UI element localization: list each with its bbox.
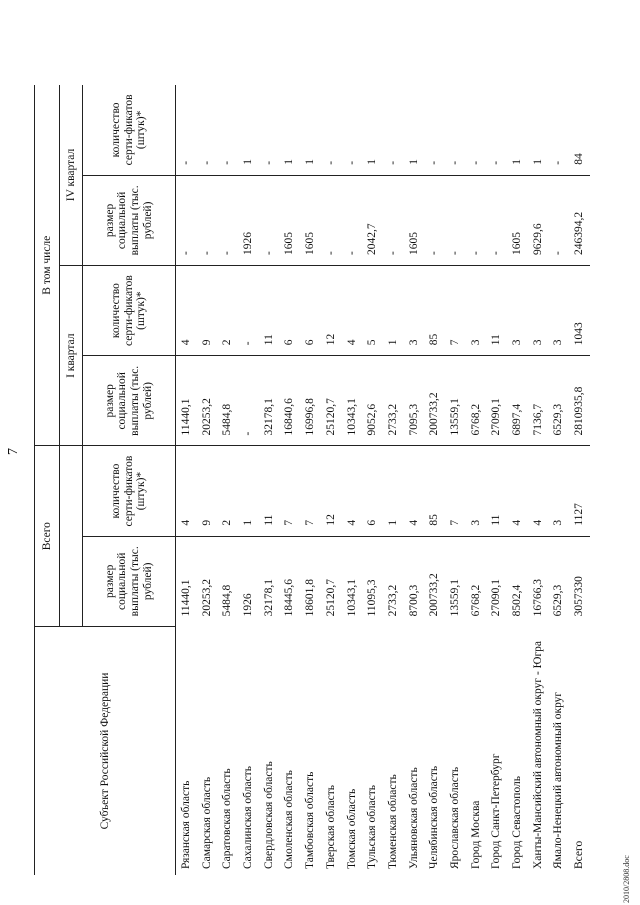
subject-cell: Рязанская область: [180, 780, 193, 869]
table-row: [466, 85, 487, 875]
total-amount-cell: 18601,8: [304, 579, 317, 617]
document-id: 2010/2808.doc: [622, 855, 631, 903]
total-count-cell: 3: [548, 446, 569, 536]
table-row: [486, 85, 507, 875]
q4-count-cell: 84: [569, 85, 590, 175]
header-q1-amount: размер социальной выплаты (тыс. рублей): [83, 356, 176, 446]
q1-count-cell: 9: [197, 266, 218, 356]
subject-cell: Самарская область: [200, 776, 213, 869]
q4-count-cell: 1: [404, 85, 425, 175]
subsidy-table: [34, 85, 590, 875]
q1-count-cell: 2: [217, 266, 238, 356]
q1-amount-cell: 6529,3: [548, 356, 569, 446]
q1-amount-cell: 13559,1: [445, 356, 466, 446]
total-count-cell: 1: [238, 446, 259, 536]
total-amount-cell: 25120,7: [324, 579, 337, 617]
q1-amount-cell: 7136,7: [528, 356, 549, 446]
header-q4-count: количество серти-фикатов (штук)*: [83, 85, 176, 175]
total-amount-cell: 2733,2: [386, 584, 399, 617]
total-count-cell: 12: [321, 446, 342, 536]
q1-amount-cell: 6768,2: [466, 356, 487, 446]
table-row: [383, 85, 404, 875]
total-amount-cell: 8700,3: [407, 584, 420, 617]
table-row: [569, 85, 590, 875]
header-including: В том числе: [35, 85, 60, 446]
subject-cell: Свердловская область: [262, 761, 275, 869]
q4-count-cell: -: [486, 85, 507, 175]
q4-amount-cell: 1605: [300, 175, 321, 265]
q4-amount-cell: -: [486, 175, 507, 265]
table-row: [362, 85, 383, 875]
total-count-cell: 4: [342, 446, 363, 536]
subject-cell: Смоленская область: [283, 770, 296, 869]
subject-cell: Томская область: [345, 788, 358, 869]
table-body: [176, 85, 590, 875]
q1-count-cell: 1: [383, 266, 404, 356]
q4-count-cell: -: [217, 85, 238, 175]
table-row: [321, 85, 342, 875]
total-count-cell: 6: [362, 446, 383, 536]
q4-count-cell: 1: [300, 85, 321, 175]
q4-count-cell: -: [259, 85, 280, 175]
q4-amount-cell: -: [321, 175, 342, 265]
q4-amount-cell: -: [424, 175, 445, 265]
subject-cell: Всего: [573, 840, 586, 869]
header-q1: I квартал: [60, 266, 83, 446]
q1-amount-cell: 2810935,8: [569, 356, 590, 446]
q1-amount-cell: 16996,8: [300, 356, 321, 446]
table-row: [528, 85, 549, 875]
subject-cell: Ханты-Мансийский автономный округ - Югра: [531, 640, 544, 869]
header-total: Всего: [35, 446, 60, 626]
q4-amount-cell: -: [445, 175, 466, 265]
q4-amount-cell: 1926: [238, 175, 259, 265]
q4-amount-cell: -: [548, 175, 569, 265]
q1-amount-cell: 11440,1: [176, 356, 197, 446]
header-subject: Субъект Российской Федерации: [35, 626, 176, 875]
total-count-cell: 1127: [569, 446, 590, 536]
subject-cell: Тамбовская область: [304, 771, 317, 869]
header-total-amount: размер социальной выплаты (тыс. рублей): [83, 536, 176, 626]
subject-cell: Сахалинская область: [242, 766, 255, 869]
q4-amount-cell: 1605: [279, 175, 300, 265]
q4-count-cell: 1: [507, 85, 528, 175]
table-row: [424, 85, 445, 875]
q1-count-cell: 5: [362, 266, 383, 356]
total-amount-cell: 32178,1: [262, 579, 275, 617]
total-amount-cell: 27090,1: [490, 579, 503, 617]
total-amount-cell: 6529,3: [552, 584, 565, 617]
q1-count-cell: 4: [176, 266, 197, 356]
table-row: [217, 85, 238, 875]
subject-cell: Город Севастополь: [511, 775, 524, 869]
total-amount-cell: 13559,1: [448, 579, 461, 617]
subject-cell: Саратовская область: [221, 768, 234, 869]
subject-cell: Город Санкт-Петербург: [490, 753, 503, 869]
q1-count-cell: 7: [445, 266, 466, 356]
header-total-blank: [60, 446, 83, 626]
total-amount-cell: 8502,4: [511, 584, 524, 617]
q4-amount-cell: 1605: [507, 175, 528, 265]
subject-cell: Челябинская область: [428, 765, 441, 869]
total-count-cell: 4: [176, 446, 197, 536]
subject-cell: Ярославская область: [448, 766, 461, 869]
q4-count-cell: -: [321, 85, 342, 175]
q1-amount-cell: 10343,1: [342, 356, 363, 446]
q1-amount-cell: 16840,6: [279, 356, 300, 446]
q4-amount-cell: 246394,2: [569, 175, 590, 265]
q1-count-cell: 85: [424, 266, 445, 356]
q1-count-cell: 6: [300, 266, 321, 356]
q1-amount-cell: 200733,2: [424, 356, 445, 446]
q1-count-cell: 3: [548, 266, 569, 356]
q4-amount-cell: -: [383, 175, 404, 265]
table-row: [548, 85, 569, 875]
total-count-cell: 7: [445, 446, 466, 536]
total-amount-cell: 11440,1: [180, 579, 193, 617]
page-number: 7: [6, 448, 21, 455]
q1-amount-cell: 32178,1: [259, 356, 280, 446]
q4-amount-cell: -: [197, 175, 218, 265]
q1-amount-cell: 6897,4: [507, 356, 528, 446]
table-row: [445, 85, 466, 875]
total-amount-cell: 18445,6: [283, 579, 296, 617]
q1-amount-cell: 20253,2: [197, 356, 218, 446]
q1-amount-cell: 27090,1: [486, 356, 507, 446]
total-amount-cell: 6768,2: [469, 584, 482, 617]
subject-cell: Ульяновская область: [407, 767, 420, 869]
q1-amount-cell: 25120,7: [321, 356, 342, 446]
q4-amount-cell: 1605: [404, 175, 425, 265]
total-count-cell: 85: [424, 446, 445, 536]
table-row: [300, 85, 321, 875]
q4-amount-cell: -: [259, 175, 280, 265]
q4-count-cell: 1: [528, 85, 549, 175]
q1-count-cell: -: [238, 266, 259, 356]
table-row: [279, 85, 300, 875]
q4-count-cell: 1: [279, 85, 300, 175]
q1-amount-cell: -: [238, 356, 259, 446]
total-count-cell: 4: [507, 446, 528, 536]
subject-cell: Тюменская область: [386, 774, 399, 869]
q4-count-cell: -: [466, 85, 487, 175]
table-row: [197, 85, 218, 875]
subject-cell: Тверская область: [324, 785, 337, 869]
q4-count-cell: -: [424, 85, 445, 175]
total-count-cell: 1: [383, 446, 404, 536]
total-amount-cell: 16766,3: [531, 579, 544, 617]
subject-cell: Тульская область: [366, 785, 379, 869]
table-row: [404, 85, 425, 875]
header-q4: IV квартал: [60, 85, 83, 266]
q4-amount-cell: -: [217, 175, 238, 265]
total-amount-cell: 3057330: [573, 576, 586, 617]
total-count-cell: 4: [404, 446, 425, 536]
q1-amount-cell: 2733,2: [383, 356, 404, 446]
q1-count-cell: 6: [279, 266, 300, 356]
total-count-cell: 9: [197, 446, 218, 536]
q4-amount-cell: 9629,6: [528, 175, 549, 265]
table-row: [259, 85, 280, 875]
q4-count-cell: -: [197, 85, 218, 175]
table-row: [342, 85, 363, 875]
table-row: [238, 85, 259, 875]
q1-count-cell: 3: [404, 266, 425, 356]
q1-count-cell: 1043: [569, 266, 590, 356]
total-amount-cell: 11095,3: [366, 579, 379, 617]
total-count-cell: 11: [486, 446, 507, 536]
header-q4-amount: размер социальной выплаты (тыс. рублей): [83, 175, 176, 265]
q4-amount-cell: 2042,7: [362, 175, 383, 265]
q1-count-cell: 11: [259, 266, 280, 356]
q1-amount-cell: 5484,8: [217, 356, 238, 446]
q1-count-cell: 3: [466, 266, 487, 356]
total-count-cell: 2: [217, 446, 238, 536]
q1-amount-cell: 9052,6: [362, 356, 383, 446]
q4-count-cell: -: [445, 85, 466, 175]
total-amount-cell: 5484,8: [221, 584, 234, 617]
header-q1-count: количество серти-фикатов (штук)*: [83, 266, 176, 356]
subject-cell: Город Москва: [469, 800, 482, 869]
q1-count-cell: 12: [321, 266, 342, 356]
total-count-cell: 7: [279, 446, 300, 536]
q4-count-cell: -: [176, 85, 197, 175]
q1-amount-cell: 7095,3: [404, 356, 425, 446]
total-count-cell: 7: [300, 446, 321, 536]
q4-amount-cell: -: [342, 175, 363, 265]
total-count-cell: 11: [259, 446, 280, 536]
q4-amount-cell: -: [176, 175, 197, 265]
subject-cell: Ямало-Ненецкий автономный округ: [552, 691, 565, 869]
q4-count-cell: -: [383, 85, 404, 175]
q4-count-cell: -: [548, 85, 569, 175]
q4-count-cell: 1: [238, 85, 259, 175]
table-row: [507, 85, 528, 875]
table-row: [176, 85, 197, 875]
total-count-cell: 3: [466, 446, 487, 536]
q4-amount-cell: -: [466, 175, 487, 265]
total-amount-cell: 20253,2: [200, 579, 213, 617]
q1-count-cell: 3: [528, 266, 549, 356]
q4-count-cell: 1: [362, 85, 383, 175]
header-total-count: количество серти-фикатов (штук)*: [83, 446, 176, 536]
q1-count-cell: 11: [486, 266, 507, 356]
total-amount-cell: 1926: [242, 593, 255, 617]
total-count-cell: 4: [528, 446, 549, 536]
q1-count-cell: 3: [507, 266, 528, 356]
q4-count-cell: -: [342, 85, 363, 175]
total-amount-cell: 200733,2: [428, 573, 441, 617]
q1-count-cell: 4: [342, 266, 363, 356]
total-amount-cell: 10343,1: [345, 579, 358, 617]
